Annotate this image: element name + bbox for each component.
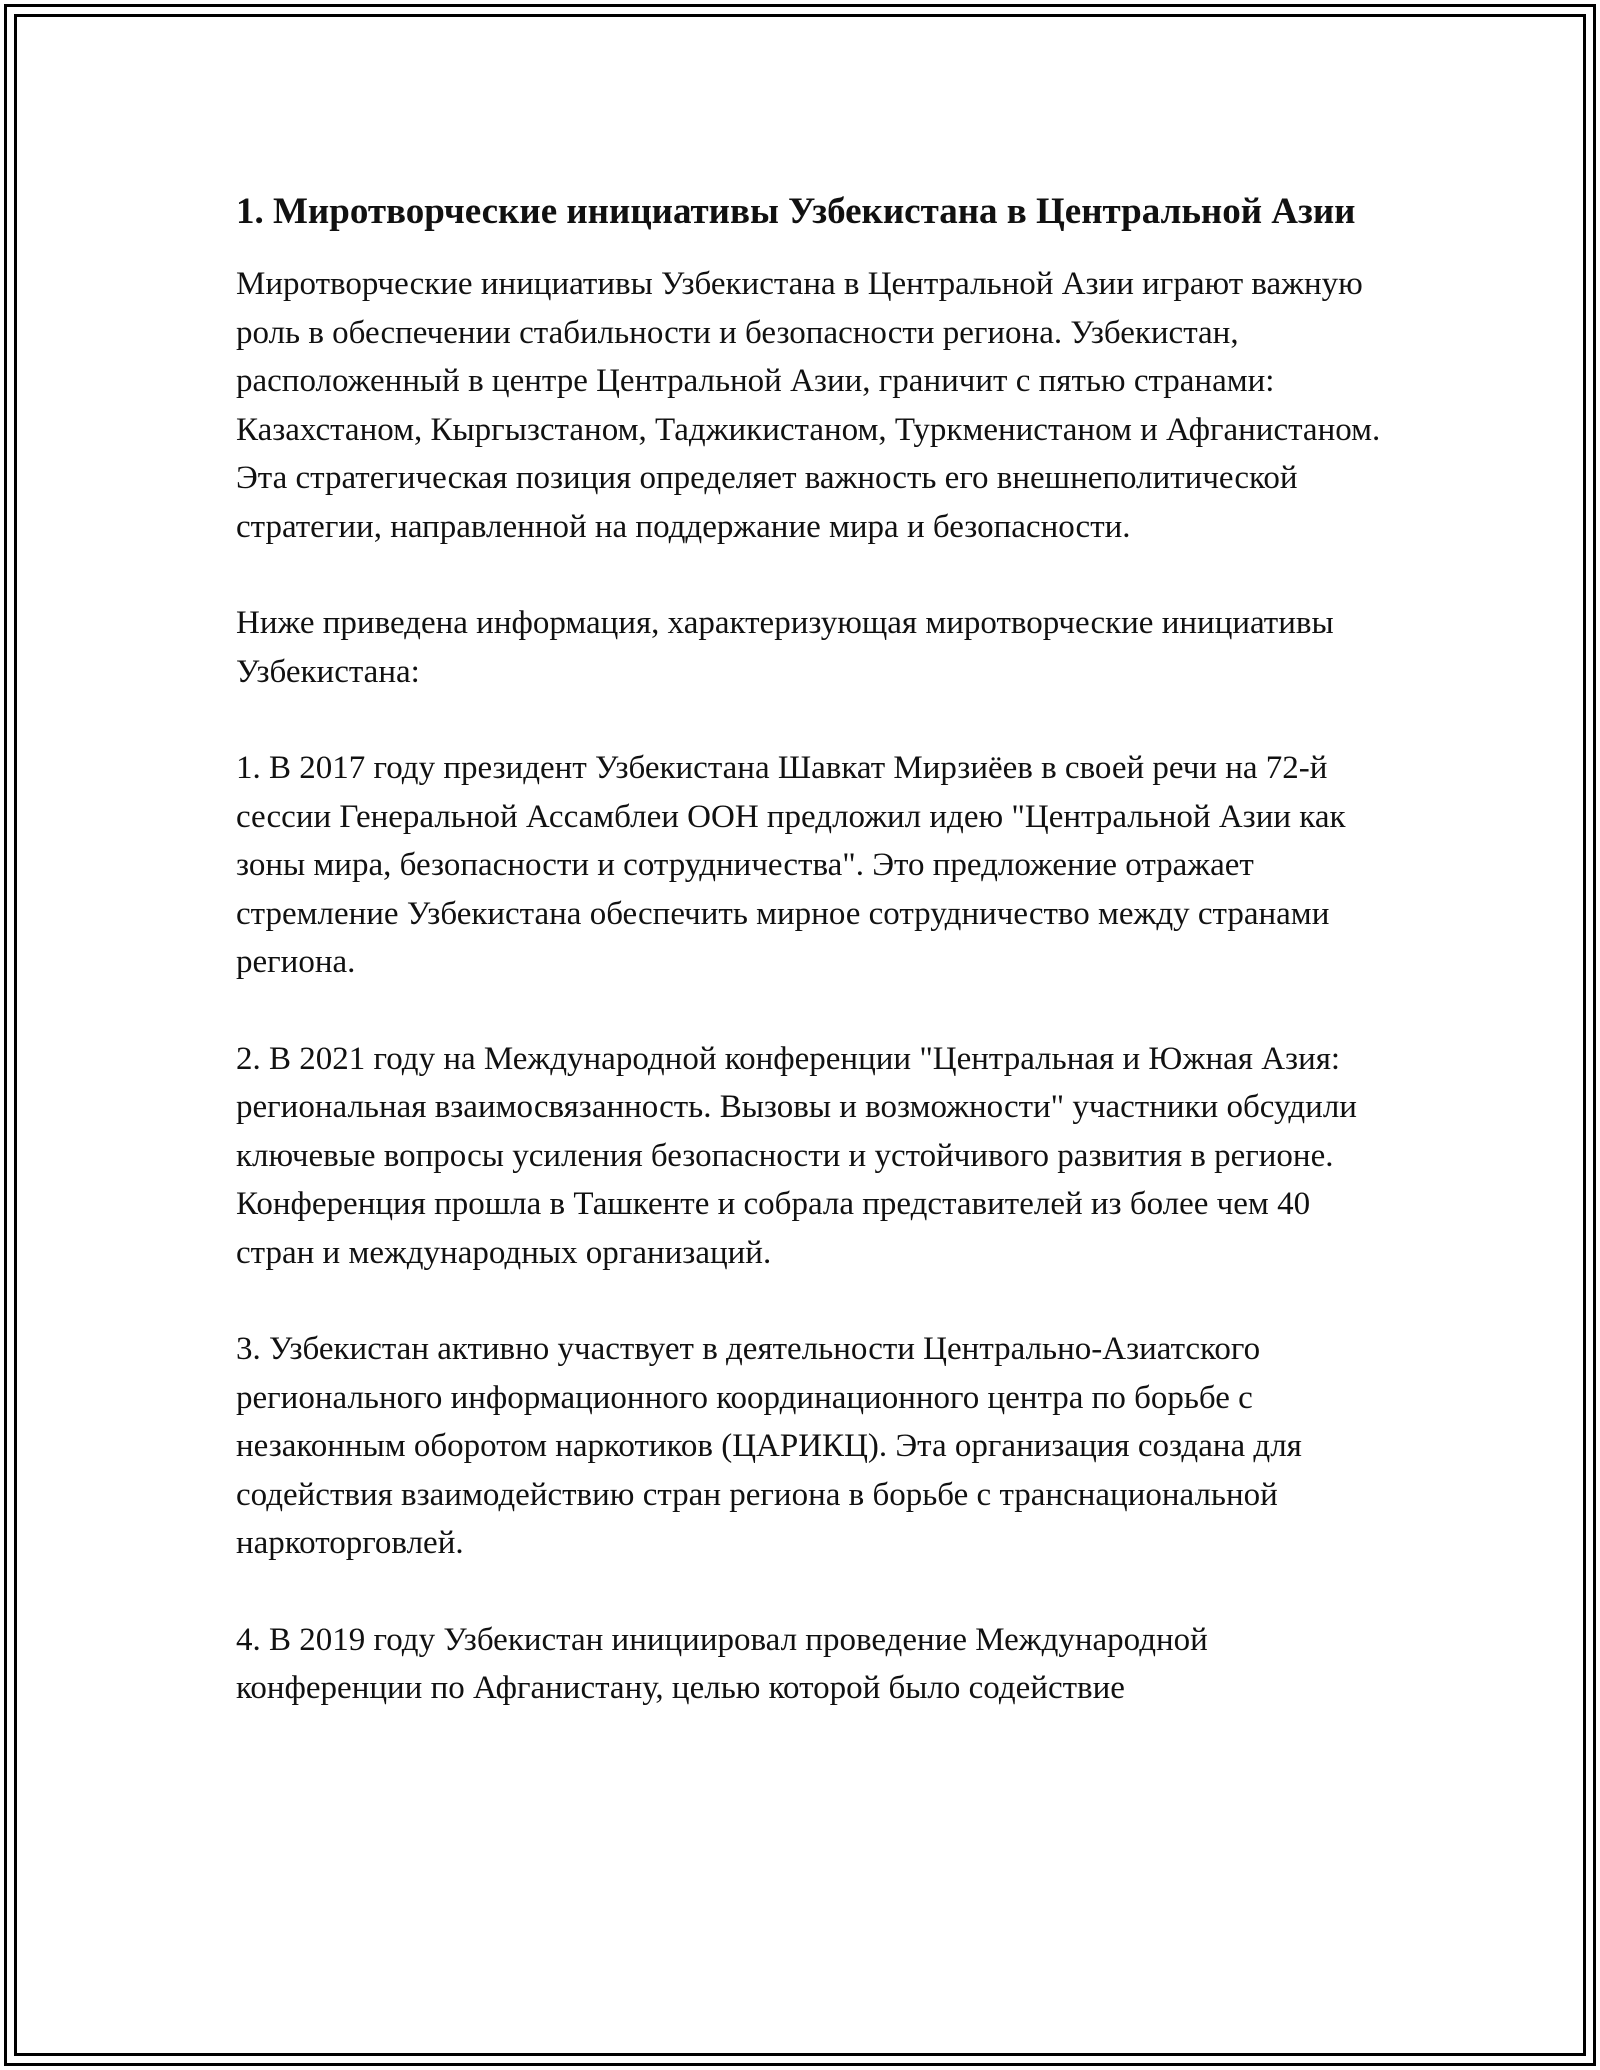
initiative-item-2: 2. В 2021 году на Международной конференции "Центральная и Южная Азия: региональная взаимосвязанность. Вызовы и возможности" участники обсудили ключевые вопросы усиления безопасности и устойчивого развития в регионе. Конференция прошла в Ташкенте и собрала представителей из более чем 40 стран и международных организаций. (236, 1040, 1357, 1271)
section-heading: 1. Миротворческие инициативы Узбекистана в Центральной Азии (236, 191, 1356, 232)
initiative-item-1: 1. В 2017 году президент Узбекистана Шавкат Мирзиёев в своей речи на 72-й сессии Генеральной Ассамблеи ООН предложил идею "Центральной Азии как зоны мира, безопасности и сотрудничества". Это предложение отражает стремление Узбекистана обеспечить мирное сотрудничество между странами региона. (236, 750, 1346, 980)
initiative-item-4: 4. В 2019 году Узбекистан инициировал проведение Международной конференции по Афганистану, целью которой было содействие (236, 1621, 1208, 1706)
list-intro-paragraph: Ниже приведена информация, характеризующая миротворческие инициативы Узбекистана: (236, 605, 1334, 690)
document-body (236, 184, 1396, 1761)
intro-paragraph: Миротворческие инициативы Узбекистана в Центральной Азии играют важную роль в обеспечении стабильности и безопасности региона. Узбекистан, расположенный в центре Центральной Азии, граничит с пятью странами: Казахстаном, Кыргызстаном, Таджикистаном, Туркменистаном и Афганистаном. Эта стратегическая позиция определяет важность его внешнеполитической стратегии, направленной на поддержание мира и безопасности. (236, 266, 1381, 545)
initiative-item-3: 3. Узбекистан активно участвует в деятельности Центрально-Азиатского регионального информационного координационного центра по борьбе с незаконным оборотом наркотиков (ЦАРИКЦ). Эта организация создана для содействия взаимодействию стран региона в борьбе с транснациональной наркоторговлей. (236, 1331, 1302, 1561)
